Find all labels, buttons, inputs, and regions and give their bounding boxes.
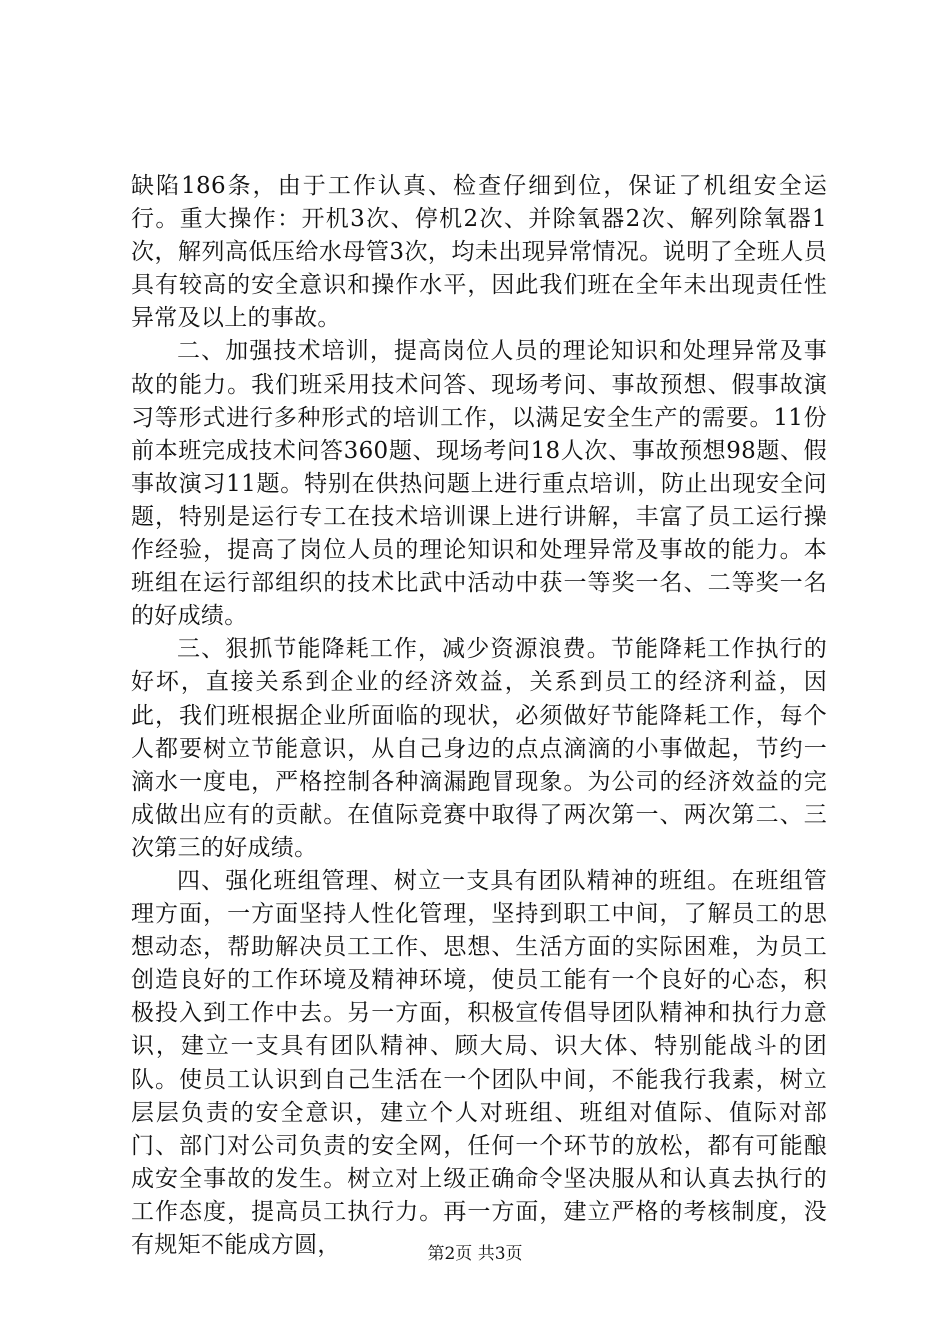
paragraph-continuation: 缺陷186条，由于工作认真、检查仔细到位，保证了机组安全运行。重大操作：开机3次、停机2次、并除氧器2次、解列除氧器1次，解列高低压给水母管3次，均未出现异常情况。说明了全班人员具有较高的安全意识和操作水平，因此我们班在全年未出现责任性异常及以上的事故。 (131, 173, 827, 332)
paragraph-team-management: 四、强化班组管理、树立一支具有团队精神的班组。在班组管理方面，一方面坚持人性化管理，坚持到职工中间，了解员工的思想动态，帮助解决员工工作、思想、生活方面的实际困难，为员工创造良好的工作环境及精神环境，使员工能有一个良好的心态，积极投入到工作中去。另一方面，积极宣传倡导团队精神和执行力意识，建立一支具有团队精神、顾大局、识大体、特别能战斗的团队。使员工认识到自己生活在一个团队中间，不能我行我素，树立层层负责的安全意识，建立个人对班组、班组对值际、值际对部门、部门对公司负责的安全网，任何一个环节的放松，都有可能酿成安全事故的发生。树立对上级正确命令坚决服从和认真去执行的工作态度，提高员工执行力。再一方面，建立严格的考核制度，没有规矩不能成方圆， (131, 867, 827, 1258)
body-text (131, 170, 827, 1262)
paragraph-technical-training: 二、加强技术培训，提高岗位人员的理论知识和处理异常及事故的能力。我们班采用技术问答、现场考问、事故预想、假事故演习等形式进行多种形式的培训工作，以满足安全生产的需要。11份前本班完成技术问答360题、现场考问18人次、事故预想98题、假事故演习11题。特别在供热问题上进行重点培训，防止出现安全问题，特别是运行专工在技术培训课上进行讲解，丰富了员工运行操作经验，提高了岗位人员的理论知识和处理异常及事故的能力。本班组在运行部组织的技术比武中活动中获一等奖一名、二等奖一名的好成绩。 (131, 338, 827, 630)
page-number-footer: 第2页 共3页 (427, 1244, 523, 1264)
paragraph-energy-saving: 三、狠抓节能降耗工作，减少资源浪费。节能降耗工作执行的好坏，直接关系到企业的经济效益，关系到员工的经济利益，因此，我们班根据企业所面临的现状，必须做好节能降耗工作，每个人都要树立节能意识，从自己身边的点点滴滴的小事做起，节约一滴水一度电，严格控制各种滴漏跑冒现象。为公司的经济效益的完成做出应有的贡献。在值际竞赛中取得了两次第一、两次第二、三次第三的好成绩。 (131, 636, 827, 861)
